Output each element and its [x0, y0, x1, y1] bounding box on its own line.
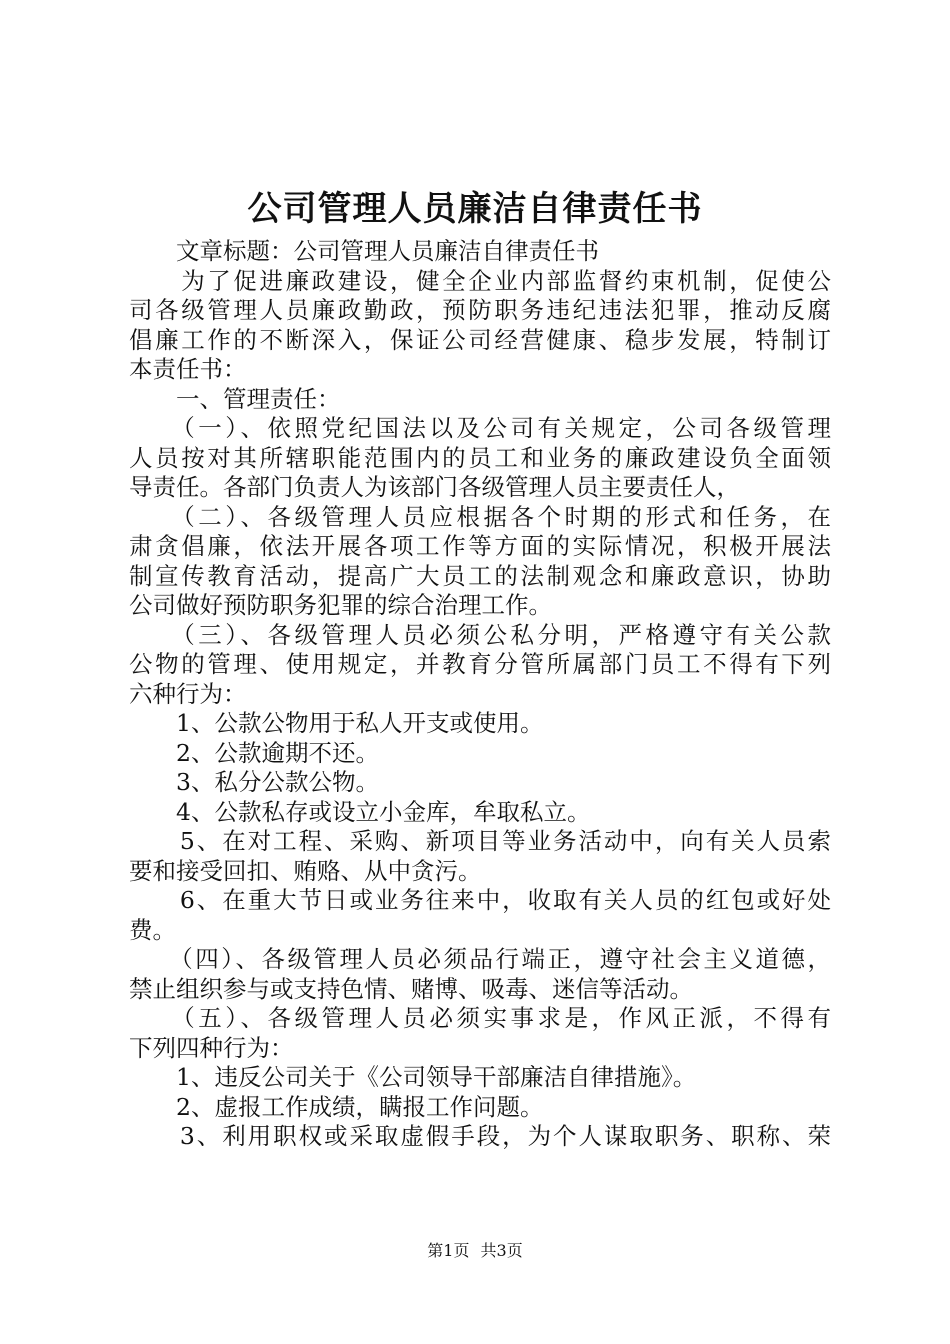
paragraph-line: 5、在对工程、采购、新项目等业务活动中，向有关人员索	[129, 827, 831, 855]
paragraph-line: 6、在重大节日或业务往来中，收取有关人员的红包或好处	[129, 886, 831, 914]
page-footer	[0, 1240, 950, 1262]
paragraph-line: 一、管理责任：	[129, 384, 341, 413]
paragraph-line: 公司做好预防职务犯罪的综合治理工作。	[129, 591, 552, 619]
paragraph-line: 六种行为：	[129, 679, 247, 708]
paragraph-line: 为了促进廉政建设，健全企业内部监督约束机制，促使公	[129, 266, 831, 295]
paragraph-line: 禁止组织参与或支持色情、赌博、吸毒、迷信等活动。	[129, 974, 693, 1003]
paragraph-line: 公物的管理、使用规定，并教育分管所属部门员工不得有下列	[129, 650, 831, 678]
paragraph-line: 司各级管理人员廉政勤政，预防职务违纪违法犯罪，推动反腐	[129, 296, 831, 324]
paragraph-line: 2、虚报工作成绩，瞒报工作问题。	[129, 1092, 544, 1121]
paragraph-line: 费。	[129, 915, 176, 944]
paragraph-line: （五）、各级管理人员必须实事求是，作风正派，不得有	[129, 1004, 831, 1032]
paragraph-line: （一）、依照党纪国法以及公司有关规定，公司各级管理	[129, 414, 831, 442]
document-body	[129, 237, 831, 1152]
paragraph-line: 制宣传教育活动，提高广大员工的法制观念和廉政意识，协助	[129, 561, 831, 590]
paragraph-line: 1、公款公物用于私人开支或使用。	[129, 709, 544, 737]
paragraph-line: 文章标题：公司管理人员廉洁自律责任书	[129, 237, 599, 265]
paragraph-line: 3、私分公款公物。	[129, 768, 379, 796]
paragraph-line: （四）、各级管理人员必须品行端正，遵守社会主义道德，	[129, 945, 831, 973]
page-number: 第1页	[427, 1241, 470, 1260]
paragraph-line: 4、公款私存或设立小金库，牟取私立。	[129, 797, 591, 826]
paragraph-line: 肃贪倡廉，依法开展各项工作等方面的实际情况，积极开展法	[129, 532, 831, 560]
paragraph-line: 1、违反公司关于《公司领导干部廉洁自律措施》。	[129, 1063, 697, 1091]
paragraph-line: （二）、各级管理人员应根据各个时期的形式和任务，在	[129, 502, 831, 531]
paragraph-line: 本责任书：	[129, 355, 247, 383]
paragraph-line: 人员按对其所辖职能范围内的员工和业务的廉政建设负全面领	[129, 443, 831, 472]
paragraph-line: 导责任。各部门负责人为该部门各级管理人员主要责任人，	[129, 473, 740, 501]
paragraph-line: （三）、各级管理人员必须公私分明，严格遵守有关公款	[129, 620, 831, 649]
document-title: 公司管理人员廉洁自律责任书	[247, 189, 703, 229]
paragraph-line: 3、利用职权或采取虚假手段，为个人谋取职务、职称、荣	[129, 1122, 831, 1150]
paragraph-line: 2、公款逾期不还。	[129, 738, 379, 767]
paragraph-line: 下列四种行为：	[129, 1033, 294, 1062]
page-total: 共3页	[480, 1241, 523, 1260]
paragraph-line: 倡廉工作的不断深入，保证公司经营健康、稳步发展，特制订	[129, 325, 831, 354]
paragraph-line: 要和接受回扣、贿赂、从中贪污。	[129, 856, 482, 885]
